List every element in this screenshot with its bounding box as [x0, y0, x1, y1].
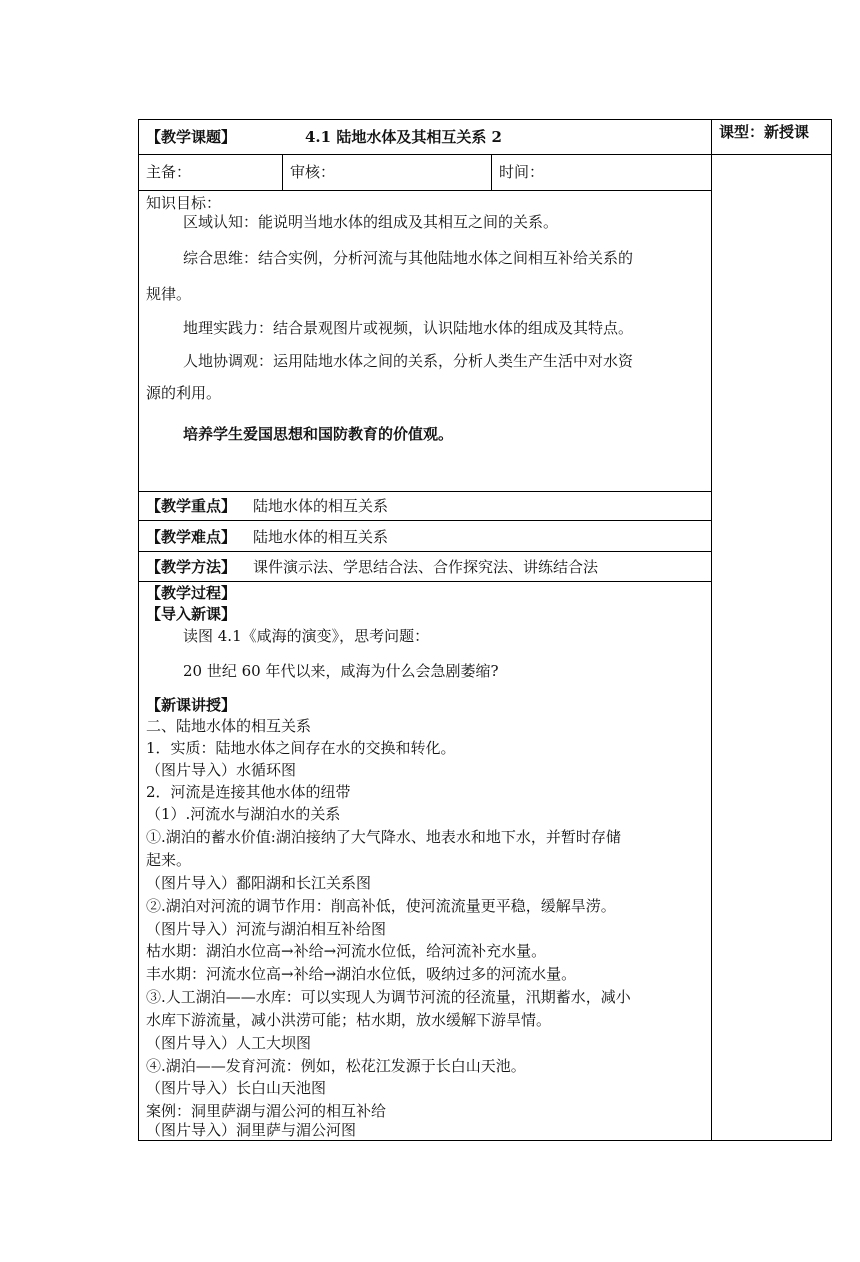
- process-line: （图片导入）洞里萨与湄公河图: [146, 1121, 357, 1139]
- process-line: 案例：洞里萨湖与湄公河的相互补给: [146, 1102, 387, 1120]
- objective-line: 源的利用。: [146, 384, 222, 402]
- row-divider-1: [138, 154, 712, 155]
- new-lesson-heading: 【新课讲授】: [146, 696, 237, 714]
- intro-heading: 【导入新课】: [146, 605, 237, 623]
- difficulty-text: 陆地水体的相互关系: [253, 528, 389, 546]
- objective-line: 人地协调观：运用陆地水体之间的关系，分析人类生产生活中对水资: [183, 352, 634, 370]
- process-line: （图片导入）人工大坝图: [146, 1034, 312, 1052]
- process-line: （1）.河流水与湖泊水的关系: [146, 805, 341, 823]
- process-line: （图片导入）鄱阳湖和长江关系图: [146, 874, 372, 892]
- staff-divider-2: [491, 154, 492, 191]
- process-line: 枯水期：湖泊水位高→补给→河流水位低，给河流补充水量。: [146, 942, 547, 960]
- key-point-text: 陆地水体的相互关系: [253, 497, 389, 515]
- process-line: （图片导入）长白山天池图: [146, 1079, 327, 1097]
- process-line: ③.人工湖泊——水库：可以实现人为调节河流的径流量，汛期蓄水，减小: [146, 988, 631, 1006]
- table-border-right: [831, 119, 832, 1141]
- reviewer-label: 审核：: [290, 163, 336, 181]
- process-line: ①.湖泊的蓄水价值:湖泊接纳了大气降水、地表水和地下水，并暂时存储: [146, 828, 621, 846]
- table-border-bottom: [138, 1140, 832, 1141]
- process-heading: 【教学过程】: [146, 584, 237, 602]
- objective-line: 综合思维：结合实例，分析河流与其他陆地水体之间相互补给关系的: [183, 249, 634, 267]
- objective-line: 地理实践力：结合景观图片或视频，认识陆地水体的组成及其特点。: [183, 319, 634, 337]
- lesson-type: 课型：新授课: [719, 123, 810, 141]
- key-point-label: 【教学重点】: [146, 497, 237, 515]
- topic-label: 【教学课题】: [146, 128, 237, 146]
- process-line: ④.湖泊——发育河流：例如，松花江发源于长白山天池。: [146, 1057, 526, 1075]
- table-border-top: [138, 119, 832, 120]
- row-divider-5: [138, 551, 712, 552]
- row-divider-3: [138, 491, 712, 492]
- intro-line: 读图 4.1《咸海的演变》，思考问题：: [183, 627, 430, 645]
- methods-text: 课件演示法、学思结合法、合作探究法、讲练结合法: [253, 558, 599, 576]
- process-line: 1．实质：陆地水体之间存在水的交换和转化。: [146, 739, 456, 757]
- column-divider: [711, 119, 712, 1141]
- difficulty-label: 【教学难点】: [146, 528, 237, 546]
- methods-label: 【教学方法】: [146, 558, 237, 576]
- author-label: 主备：: [146, 163, 192, 181]
- process-line: 二、陆地水体的相互关系: [146, 717, 312, 735]
- topic-title: 4.1 陆地水体及其相互关系 2: [305, 128, 502, 146]
- row-divider-2: [138, 190, 712, 191]
- table-border-left: [138, 119, 139, 1141]
- process-line: 起来。: [146, 851, 192, 869]
- intro-line: 20 世纪 60 年代以来，咸海为什么会急剧萎缩?: [183, 662, 499, 680]
- objectives-heading: 知识目标：: [146, 194, 222, 212]
- values-line: 培养学生爱国思想和国防教育的价值观。: [183, 425, 454, 443]
- process-line: 丰水期：河流水位高→补给→湖泊水位低，吸纳过多的河流水量。: [146, 965, 577, 983]
- row-divider-1b: [711, 154, 832, 155]
- process-line: ②.湖泊对河流的调节作用：削高补低，使河流流量更平稳，缓解旱涝。: [146, 897, 616, 915]
- row-divider-4: [138, 520, 712, 521]
- process-line: 2．河流是连接其他水体的纽带: [146, 783, 351, 801]
- process-line: （图片导入）水循环图: [146, 761, 297, 779]
- objective-line: 区域认知：能说明当地水体的组成及其相互之间的关系。: [183, 213, 559, 231]
- time-label: 时间：: [499, 163, 545, 181]
- process-line: 水库下游流量，减小洪涝可能；枯水期，放水缓解下游旱情。: [146, 1011, 552, 1029]
- objective-line: 规律。: [146, 285, 192, 303]
- row-divider-6: [138, 581, 712, 582]
- process-line: （图片导入）河流与湖泊相互补给图: [146, 920, 387, 938]
- staff-divider-1: [282, 154, 283, 191]
